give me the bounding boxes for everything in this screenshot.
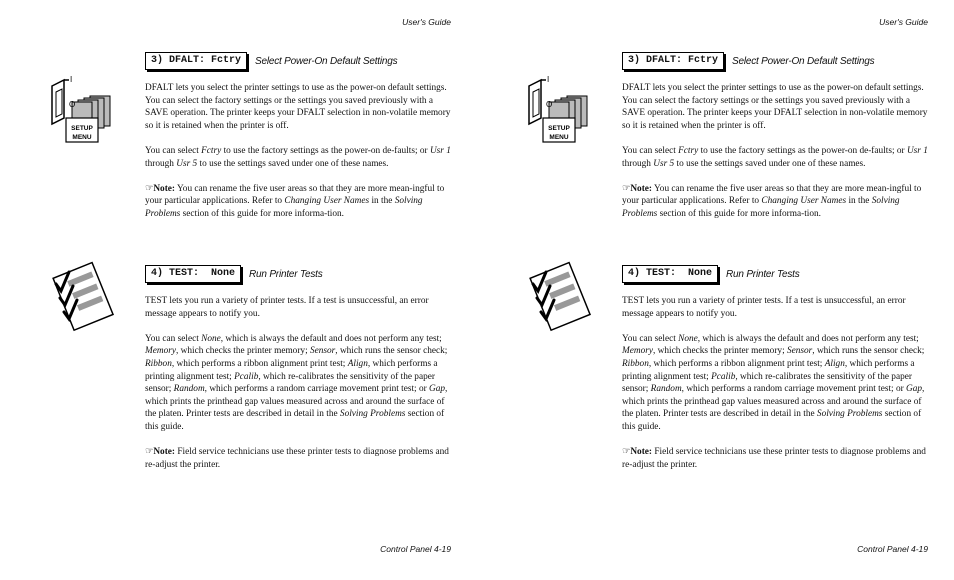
checklist-icon (529, 258, 593, 334)
off-label: O (546, 100, 553, 109)
test-lcd-display: 4) TEST: None (145, 265, 241, 283)
test-section-heading (622, 265, 800, 283)
dfalt-body (622, 82, 932, 233)
checklist-icon (52, 258, 116, 334)
test-paragraph-2: You can select None, which is always the default and does not perform any test; Memory, which checks the printer memory; Sensor, which runs the sensor check; Ribbon, which performs a ribbon alignment print test; Align, which performs a printing alignment test; Pcalib, which re-calibrates the sensitivity of the paper sensor; Random, which performs a random carriage movement print test; or Gap, which prints the printhead gap values measured across and around the surface of the platen. Printer tests are described in detail in the Solving Problems section of this guide. (145, 333, 448, 432)
dfalt-lcd-display: 3) DFALT: Fctry (145, 52, 247, 70)
note-hand-icon: ☞ (622, 447, 631, 458)
page-header: User's Guide (402, 17, 451, 27)
test-body (622, 295, 932, 484)
page-footer: Control Panel 4-19 (380, 544, 451, 554)
note-hand-icon: ☞ (145, 447, 154, 458)
test-title: Run Printer Tests (726, 268, 800, 280)
note-hand-icon: ☞ (145, 183, 154, 194)
note-hand-icon: ☞ (622, 183, 631, 194)
menu-label: MENU (549, 134, 569, 141)
test-note: ☞Note: Field service technicians use these printer tests to diagnose problems and re-adjust the printer. (622, 447, 926, 470)
setup-label: SETUP (71, 125, 93, 132)
on-label: I (547, 75, 550, 84)
dfalt-body (145, 82, 455, 233)
test-paragraph-2: You can select None, which is always the default and does not perform any test; Memory, which checks the printer memory; Sensor, which runs the sensor check; Ribbon, which performs a ribbon alignment print test; Align, which performs a printing alignment test; Pcalib, which re-calibrates the sensitivity of the paper sensor; Random, which performs a random carriage movement print test; or Gap, which prints the printhead gap values measured across and around the surface of the platen. Printer tests are described in detail in the Solving Problems section of this guide. (622, 333, 925, 432)
test-paragraph-1: TEST lets you run a variety of printer tests. If a test is unsuccessful, an error message appears to notify you. (145, 296, 429, 319)
setup-menu-icon (50, 74, 114, 148)
dfalt-paragraph-1: DFALT lets you select the printer settings to use as the power-on default settings. You can select the factory settings or the settings you saved previously with a SAVE operation. The printer keeps your DFALT selection in non-volatile memory so it is retained when the printer is off. (145, 83, 451, 131)
menu-label: MENU (72, 134, 92, 141)
test-section-heading (145, 265, 323, 283)
dfalt-paragraph-2: You can select Fctry to use the factory settings as the power-on de-faults; or Usr 1 through Usr 5 to use the settings saved under one of these names. (145, 145, 451, 169)
page-footer: Control Panel 4-19 (857, 544, 928, 554)
on-label: I (70, 75, 73, 84)
dfalt-paragraph-1: DFALT lets you select the printer settings to use as the power-on default settings. You can select the factory settings or the settings you saved previously with a SAVE operation. The printer keeps your DFALT selection in non-volatile memory so it is retained when the printer is off. (622, 83, 928, 131)
test-paragraph-1: TEST lets you run a variety of printer tests. If a test is unsuccessful, an error message appears to notify you. (622, 296, 906, 319)
setup-label: SETUP (548, 125, 570, 132)
dfalt-paragraph-2: You can select Fctry to use the factory settings as the power-on de-faults; or Usr 1 through Usr 5 to use the settings saved under one of these names. (622, 145, 928, 169)
test-note: ☞Note: Field service technicians use these printer tests to diagnose problems and re-adjust the printer. (145, 447, 449, 470)
test-title: Run Printer Tests (249, 268, 323, 280)
dfalt-section-heading (622, 52, 874, 70)
off-label: O (69, 100, 76, 109)
dfalt-section-heading (145, 52, 397, 70)
test-body (145, 295, 455, 484)
dfalt-note: ☞Note: You can rename the five user areas so that they are more mean-ingful to your particular applications. Refer to Changing User Names in the Solving Problems section of this guide for more informa-tion. (622, 183, 922, 219)
right-page (477, 0, 954, 580)
test-lcd-display: 4) TEST: None (622, 265, 718, 283)
dfalt-title: Select Power-On Default Settings (255, 55, 398, 67)
dfalt-note: ☞Note: You can rename the five user areas so that they are more mean-ingful to your particular applications. Refer to Changing User Names in the Solving Problems section of this guide for more informa-tion. (145, 183, 445, 219)
dfalt-lcd-display: 3) DFALT: Fctry (622, 52, 724, 70)
page-header: User's Guide (879, 17, 928, 27)
setup-menu-icon (527, 74, 591, 148)
dfalt-title: Select Power-On Default Settings (732, 55, 875, 67)
